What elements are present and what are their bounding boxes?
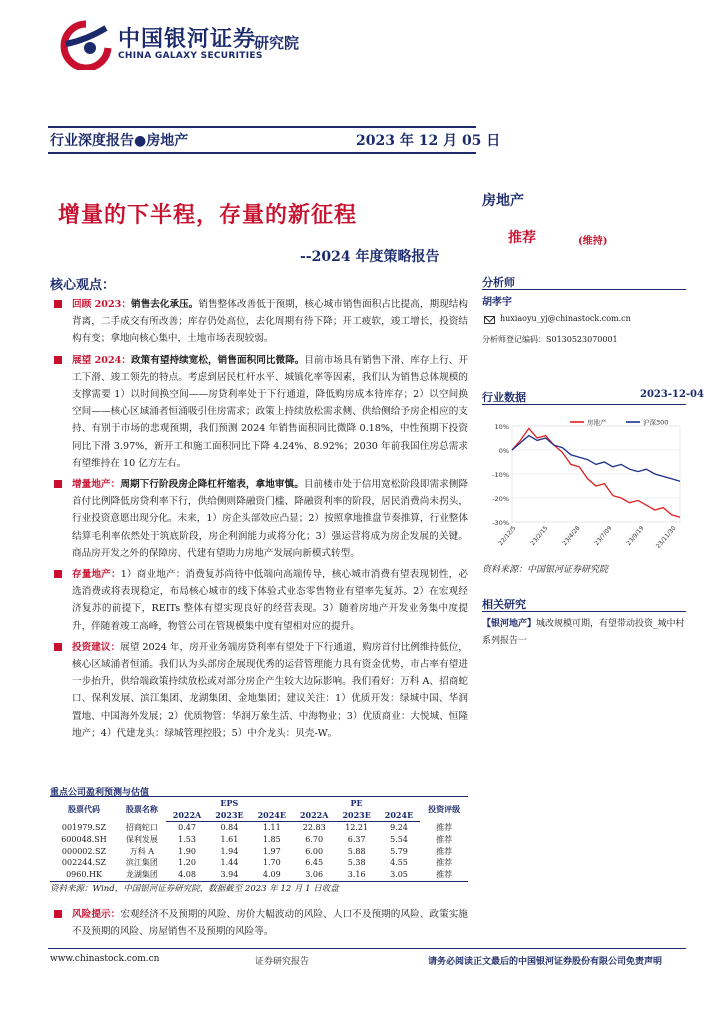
cell-eps: 1.53 (178, 834, 196, 844)
brand-name-en: CHINA GALAXY SECURITIES (118, 51, 263, 61)
risk-warning (50, 906, 468, 940)
bullet-marker-icon (54, 570, 62, 578)
x-tick-label: 22/12/5 (497, 524, 518, 548)
header-rule-bottom (48, 152, 476, 154)
cell-eps: 3.94 (208, 869, 250, 881)
related-tag: 【银河地产】 (482, 619, 537, 629)
col-year-header: 2023E (208, 809, 250, 822)
bullet-marker-icon (54, 356, 62, 364)
cell-rating: 推荐 (436, 834, 453, 844)
x-tick-label: 23/11/30 (654, 524, 678, 550)
cell-name: 龙湖集团 (118, 869, 166, 881)
sidebar-rule (482, 611, 686, 612)
cell-eps: 0.84 (220, 823, 239, 832)
col-code-header: 股票代码 (50, 797, 118, 822)
report-title: 增量的下半程，存量的新征程 (58, 203, 358, 228)
table-row (50, 822, 468, 834)
forecast-table (50, 796, 468, 882)
bullet-text: 目前市场具有销售下滑、库存上行、开工下滑、竣工领先的特点。考虑到居民杠杆水平、城镇化率等因素，我们认为销售总体规模的支撑需要 1）以时间换空间——房贷利率处于下行通道，降低购房成本待库存；2）以空间换空间——核心区域涌者恒涌吸引住房需求；政策上持续放松需求侧、供给侧给予房企相应的支持、有别于市场的悲观预期，我们预测 2024 年销售面积同比微降 0.18%，中性预期下投资同比下滑 3.97%，新开工和施工面积同比下降 4.24%、8.92%；2030 年前我国住房总需求有望维持在 10 亿方左右。 (72, 354, 469, 469)
col-year-header: 2022A (166, 809, 209, 822)
cell-pe: 5.38 (347, 858, 366, 868)
cell-pe: 6.00 (305, 846, 324, 856)
bullet-headline: 销售去化承压。 (131, 299, 199, 310)
bullet-label: 展望 2024： (72, 354, 132, 366)
cell-pe: 4.55 (390, 858, 408, 868)
col-rating-header: 投资评级 (420, 797, 468, 822)
table-row (50, 834, 468, 846)
forecast-table-title: 重点公司盈利预测与估值 (50, 788, 150, 798)
rating: 推荐 (508, 230, 536, 246)
cell-eps: 1.97 (262, 846, 281, 856)
y-tick-label: -20% (492, 495, 509, 503)
footer-url[interactable]: www.chinastock.com.cn (50, 954, 160, 964)
bullet-stock-property (50, 566, 468, 635)
table-row (50, 846, 468, 858)
cell-rating: 推荐 (436, 846, 453, 856)
cell-name: 万科 A (129, 846, 155, 856)
bullet-review-2023 (50, 296, 468, 348)
sidebar-rule (482, 289, 686, 290)
cell-rating: 推荐 (436, 858, 453, 868)
analyst-email[interactable]: huxiaoyu_yj@chinastock.com.cn (500, 314, 631, 323)
analyst-name: 胡孝宇 (482, 297, 512, 308)
cell-eps: 1.44 (220, 858, 239, 868)
cell-pe: 3.16 (335, 869, 377, 881)
cell-eps: 1.20 (178, 858, 196, 868)
related-title: 城改规模可期，有望带动投资_城中村系列报告一 (482, 619, 685, 646)
series-line-real-estate (512, 428, 680, 517)
report-date: 2023 年 12 月 05 日 (356, 133, 501, 149)
brand-name-cn: 中国银河证券 (118, 27, 257, 52)
core-views-list (50, 296, 468, 746)
cell-code: 002244.SZ (61, 858, 107, 868)
report-type: 行业深度报告●房地产 (50, 133, 189, 149)
bullet-text: 1）商业地产：消费复苏尚待中低端向高端传导，核心城市消费有望表现韧性，必选消费或将表现稳定，布局核心城市的线下体验式业态零售物业有望率先复苏。2）在宏观经济复苏的前提下，REITs 整体有望实现良好的经营表现。3）随着房地产开发业务集中度提升，伴随着竣工高峰，物管公司在管规模集中度有望相对应的提升。 (72, 569, 469, 632)
legend-label: 房地产 (587, 418, 607, 427)
cell-code: 000002.SZ (61, 846, 107, 856)
bullet-label: 增量地产： (72, 479, 121, 491)
bullet-outlook-2024 (50, 352, 468, 472)
bullet-investment-advice (50, 639, 468, 742)
col-year-header: 2023E (335, 809, 377, 822)
cell-code: 600048.SH (61, 834, 107, 844)
cell-rating: 推荐 (420, 869, 468, 881)
col-eps-header: EPS (166, 797, 293, 810)
bullet-text: 目前楼市处于信用宽松阶段即需求侧降首付比例降低房贷利率下行，供给侧则降融资门槛、降融资利率的阶段，居民消费尚未拐头，行业投资意愿出现分化。未来，1）房企头部效应凸显；2）按照拿地推盘节奏推算，行业整体结算毛利率依然处于筑底阶段，房企利润能力或将分化；3）强运营将成为房企发展的关键。商品房开发之外的保障房、代建有望助力房地产发展向新模式转型。 (72, 479, 469, 559)
cell-eps: 1.11 (262, 823, 281, 832)
cell-pe: 5.88 (347, 846, 366, 856)
galaxy-logo-icon (58, 18, 114, 70)
table-row (50, 869, 468, 881)
rating-note: (维持) (578, 236, 608, 247)
footer-rule (48, 948, 686, 949)
sector-name: 房地产 (482, 193, 524, 209)
analyst-heading: 分析师 (482, 276, 515, 289)
cell-name: 滨江集团 (125, 858, 158, 868)
bullet-incremental-property (50, 476, 468, 562)
cell-pe: 6.70 (305, 834, 324, 844)
cell-eps: 1.90 (178, 846, 196, 856)
related-report-link[interactable] (482, 616, 686, 650)
cell-pe: 5.54 (390, 834, 408, 844)
cell-eps: 4.08 (166, 869, 209, 881)
report-subtitle: --2024 年度策略报告 (300, 249, 440, 265)
y-tick-label: -30% (492, 519, 509, 527)
cell-pe: 3.06 (293, 869, 336, 881)
bullet-marker-icon (54, 910, 62, 918)
cell-name: 保利发展 (125, 834, 158, 844)
col-year-header: 2024E (251, 809, 293, 822)
risk-label: 风险提示： (72, 909, 121, 920)
industry-data-date: 2023-12-04 (640, 389, 704, 400)
cell-pe: 5.79 (390, 846, 408, 856)
analyst-registration: 分析师登记编码：S0130523070001 (482, 335, 618, 344)
cell-pe: 6.37 (347, 834, 366, 844)
col-name-header: 股票名称 (118, 797, 166, 822)
legend-label: 沪深300 (643, 418, 669, 427)
cell-name: 招商蛇口 (125, 822, 158, 832)
series-line-csi300 (512, 436, 680, 482)
bullet-label: 存量地产： (72, 569, 121, 581)
cell-pe: 9.24 (390, 823, 408, 832)
bullet-label: 投资建议： (72, 641, 121, 653)
bullet-label: 回顾 2023： (72, 299, 132, 310)
table-source: 资料来源：Wind，中国银河证券研究院，数据截至 2023 年 12 月 1 日收盘 (50, 884, 339, 894)
mail-icon (484, 316, 495, 324)
core-views-heading: 核心观点： (50, 278, 116, 293)
cell-code: 0960.HK (50, 869, 118, 881)
col-year-header: 2022A (293, 809, 336, 822)
x-tick-label: 23/7/09 (593, 524, 614, 548)
cell-pe: 12.21 (345, 823, 369, 832)
bullet-marker-icon (54, 643, 62, 651)
bullet-marker-icon (54, 300, 62, 308)
footer-center: 证券研究报告 (255, 957, 310, 967)
bullet-text: 销售整体改善低于预期，核心城市销售面积占比提高，期现结构背离，二手成交有所改善；库存仍处高位，去化周期有待下降；开工疲软，竣工增长，投资结构有变；拿地向核心集中，土地市场表现较弱。 (72, 299, 469, 345)
brand-institute: 研究院 (254, 34, 300, 52)
bullet-text: 展望 2024 年，房开业务端房贷利率有望处于下行通道，购房首付比例维持低位，核心区域涌者恒涌。我们认为头部房企展现优秀的运营管理能力具有资金优势，市占率有望进一步抬升，供给端政策持续放松或对部分房企产生较大边际影响。我们看好：万科 A、招商蛇口、保利发展、滨江集团、龙湖集团、金地集团；建议关注：1）优质开发：绿城中国、华润置地、中国海外发展；2）优质物管：华润万象生活、中海物业；3）优质商业：大悦城、恒隆地产；4）代建龙头：绿城管理控股；5）中介龙头：贝壳-W。 (72, 641, 469, 739)
cell-pe: 22.83 (302, 823, 326, 832)
cell-code: 001979.SZ (61, 822, 107, 832)
bullet-marker-icon (54, 480, 62, 488)
y-tick-label: -10% (492, 471, 509, 479)
x-tick-label: 23/2/15 (529, 524, 550, 548)
cell-eps: 1.85 (262, 834, 281, 844)
industry-chart (482, 410, 692, 560)
header-rule-top (48, 126, 476, 128)
industry-data-heading: 行业数据 (482, 391, 526, 404)
y-tick-label: 10% (494, 423, 509, 431)
risk-text: 宏观经济不及预期的风险、房价大幅波动的风险、人口不及预期的风险、政策实施不及预期的风险、房屋销售不及预期的风险等。 (72, 909, 469, 938)
cell-eps: 1.70 (262, 858, 281, 868)
table-row (50, 857, 468, 869)
cell-eps: 4.09 (251, 869, 293, 881)
cell-eps: 1.94 (220, 846, 239, 856)
cell-eps: 0.47 (178, 823, 196, 832)
cell-rating: 推荐 (436, 822, 453, 832)
cell-eps: 1.61 (220, 834, 239, 844)
chart-source: 资料来源：中国银河证券研究院 (482, 565, 609, 575)
y-tick-label: 0% (498, 447, 509, 455)
col-year-header: 2024E (378, 809, 420, 822)
cell-pe: 3.05 (378, 869, 420, 881)
x-tick-label: 23/9/19 (625, 524, 646, 548)
bullet-headline: 政策有望持续宽松，销售面积同比微降。 (131, 354, 305, 366)
cell-pe: 6.45 (305, 858, 324, 868)
footer-disclaimer: 请务必阅读正文最后的中国银河证券股份有限公司免责声明 (428, 957, 663, 967)
related-heading: 相关研究 (482, 598, 526, 611)
col-pe-header: PE (293, 797, 420, 810)
sidebar-rule (482, 404, 686, 405)
bullet-headline: 周期下行阶段房企降杠杆缩表，拿地审慎。 (120, 479, 304, 491)
x-tick-label: 23/4/28 (561, 524, 582, 548)
